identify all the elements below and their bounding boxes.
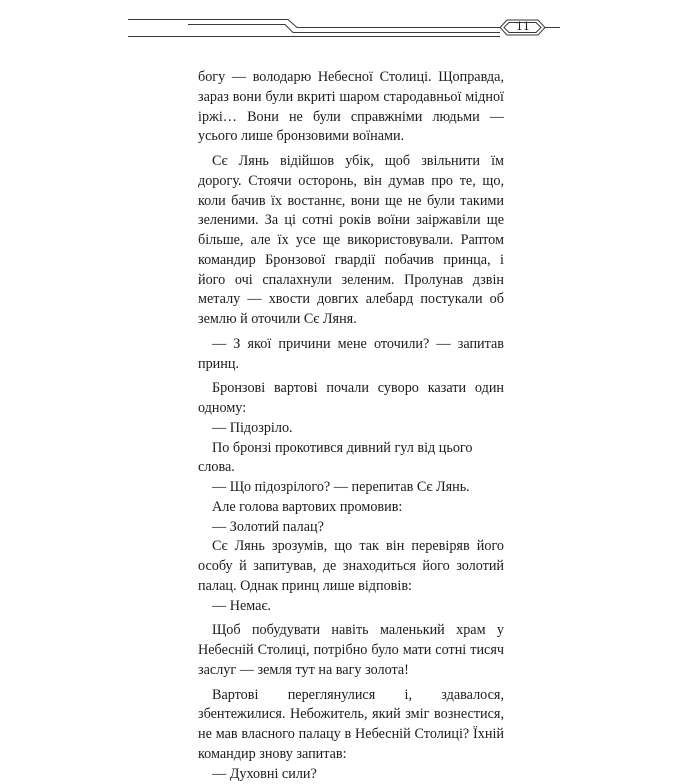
paragraph: богу — володарю Небесної Столиці. Щоправда, зараз вони були вкриті шаром стародавньої мідної іржі… Вони не були справжніми людьми — усього лише бронзовими воїнами. — [198, 68, 504, 147]
paragraph: — Золотий палац? — [198, 518, 504, 538]
paragraph: — Немає. — [198, 597, 504, 617]
page-number: 11 — [513, 20, 533, 33]
ornament-line-lower — [188, 25, 500, 33]
paragraph: Щоб побудувати навіть маленький храм у Небесній Столиці, потрібно було мати сотні тисяч заслуг — земля тут на вагу золота! — [198, 621, 504, 680]
paragraph: Сє Лянь відійшов убік, щоб звільнити їм дорогу. Стоячи осторонь, він думав про те, що, коли бачив їх востаннє, вони ще не були такими зеленими. За ці сотні років воїни заіржавіли ще більше, але їх усе ще використовували. Раптом командир Бронзової гвардії побачив принца, і його очі спалахнули зеленим. Пролунав дзвін металу — хвости довгих алебард постукали об землю й оточили Сє Ляня. — [198, 152, 504, 330]
paragraph: — Підозріло. — [198, 419, 504, 439]
paragraph: Вартові переглянулися і, здавалося, збентежилися. Небожитель, який зміг вознестися, не мав власного палацу в Небесній Столиці? Їхній командир знову запитав: — [198, 686, 504, 765]
ornament-line-upper — [128, 20, 500, 28]
paragraph: Бронзові вартові почали суворо казати один одному: — [198, 379, 504, 419]
paragraph: Але голова вартових промовив: — [198, 498, 504, 518]
paragraph: — Духовні сили? — [198, 765, 504, 784]
paragraph: Сє Лянь зрозумів, що так він перевіряв його особу й запитував, де знаходиться його золотий палац. Однак принц лише відповів: — [198, 537, 504, 596]
paragraph: — Що підозрілого? — перепитав Сє Лянь. — [198, 478, 504, 498]
header-ornament — [0, 0, 700, 60]
paragraph: По бронзі прокотився дивний гул від цього слова. — [198, 439, 504, 479]
paragraph: — З якої причини мене оточили? — запитав принц. — [198, 335, 504, 375]
body-text — [198, 68, 504, 784]
